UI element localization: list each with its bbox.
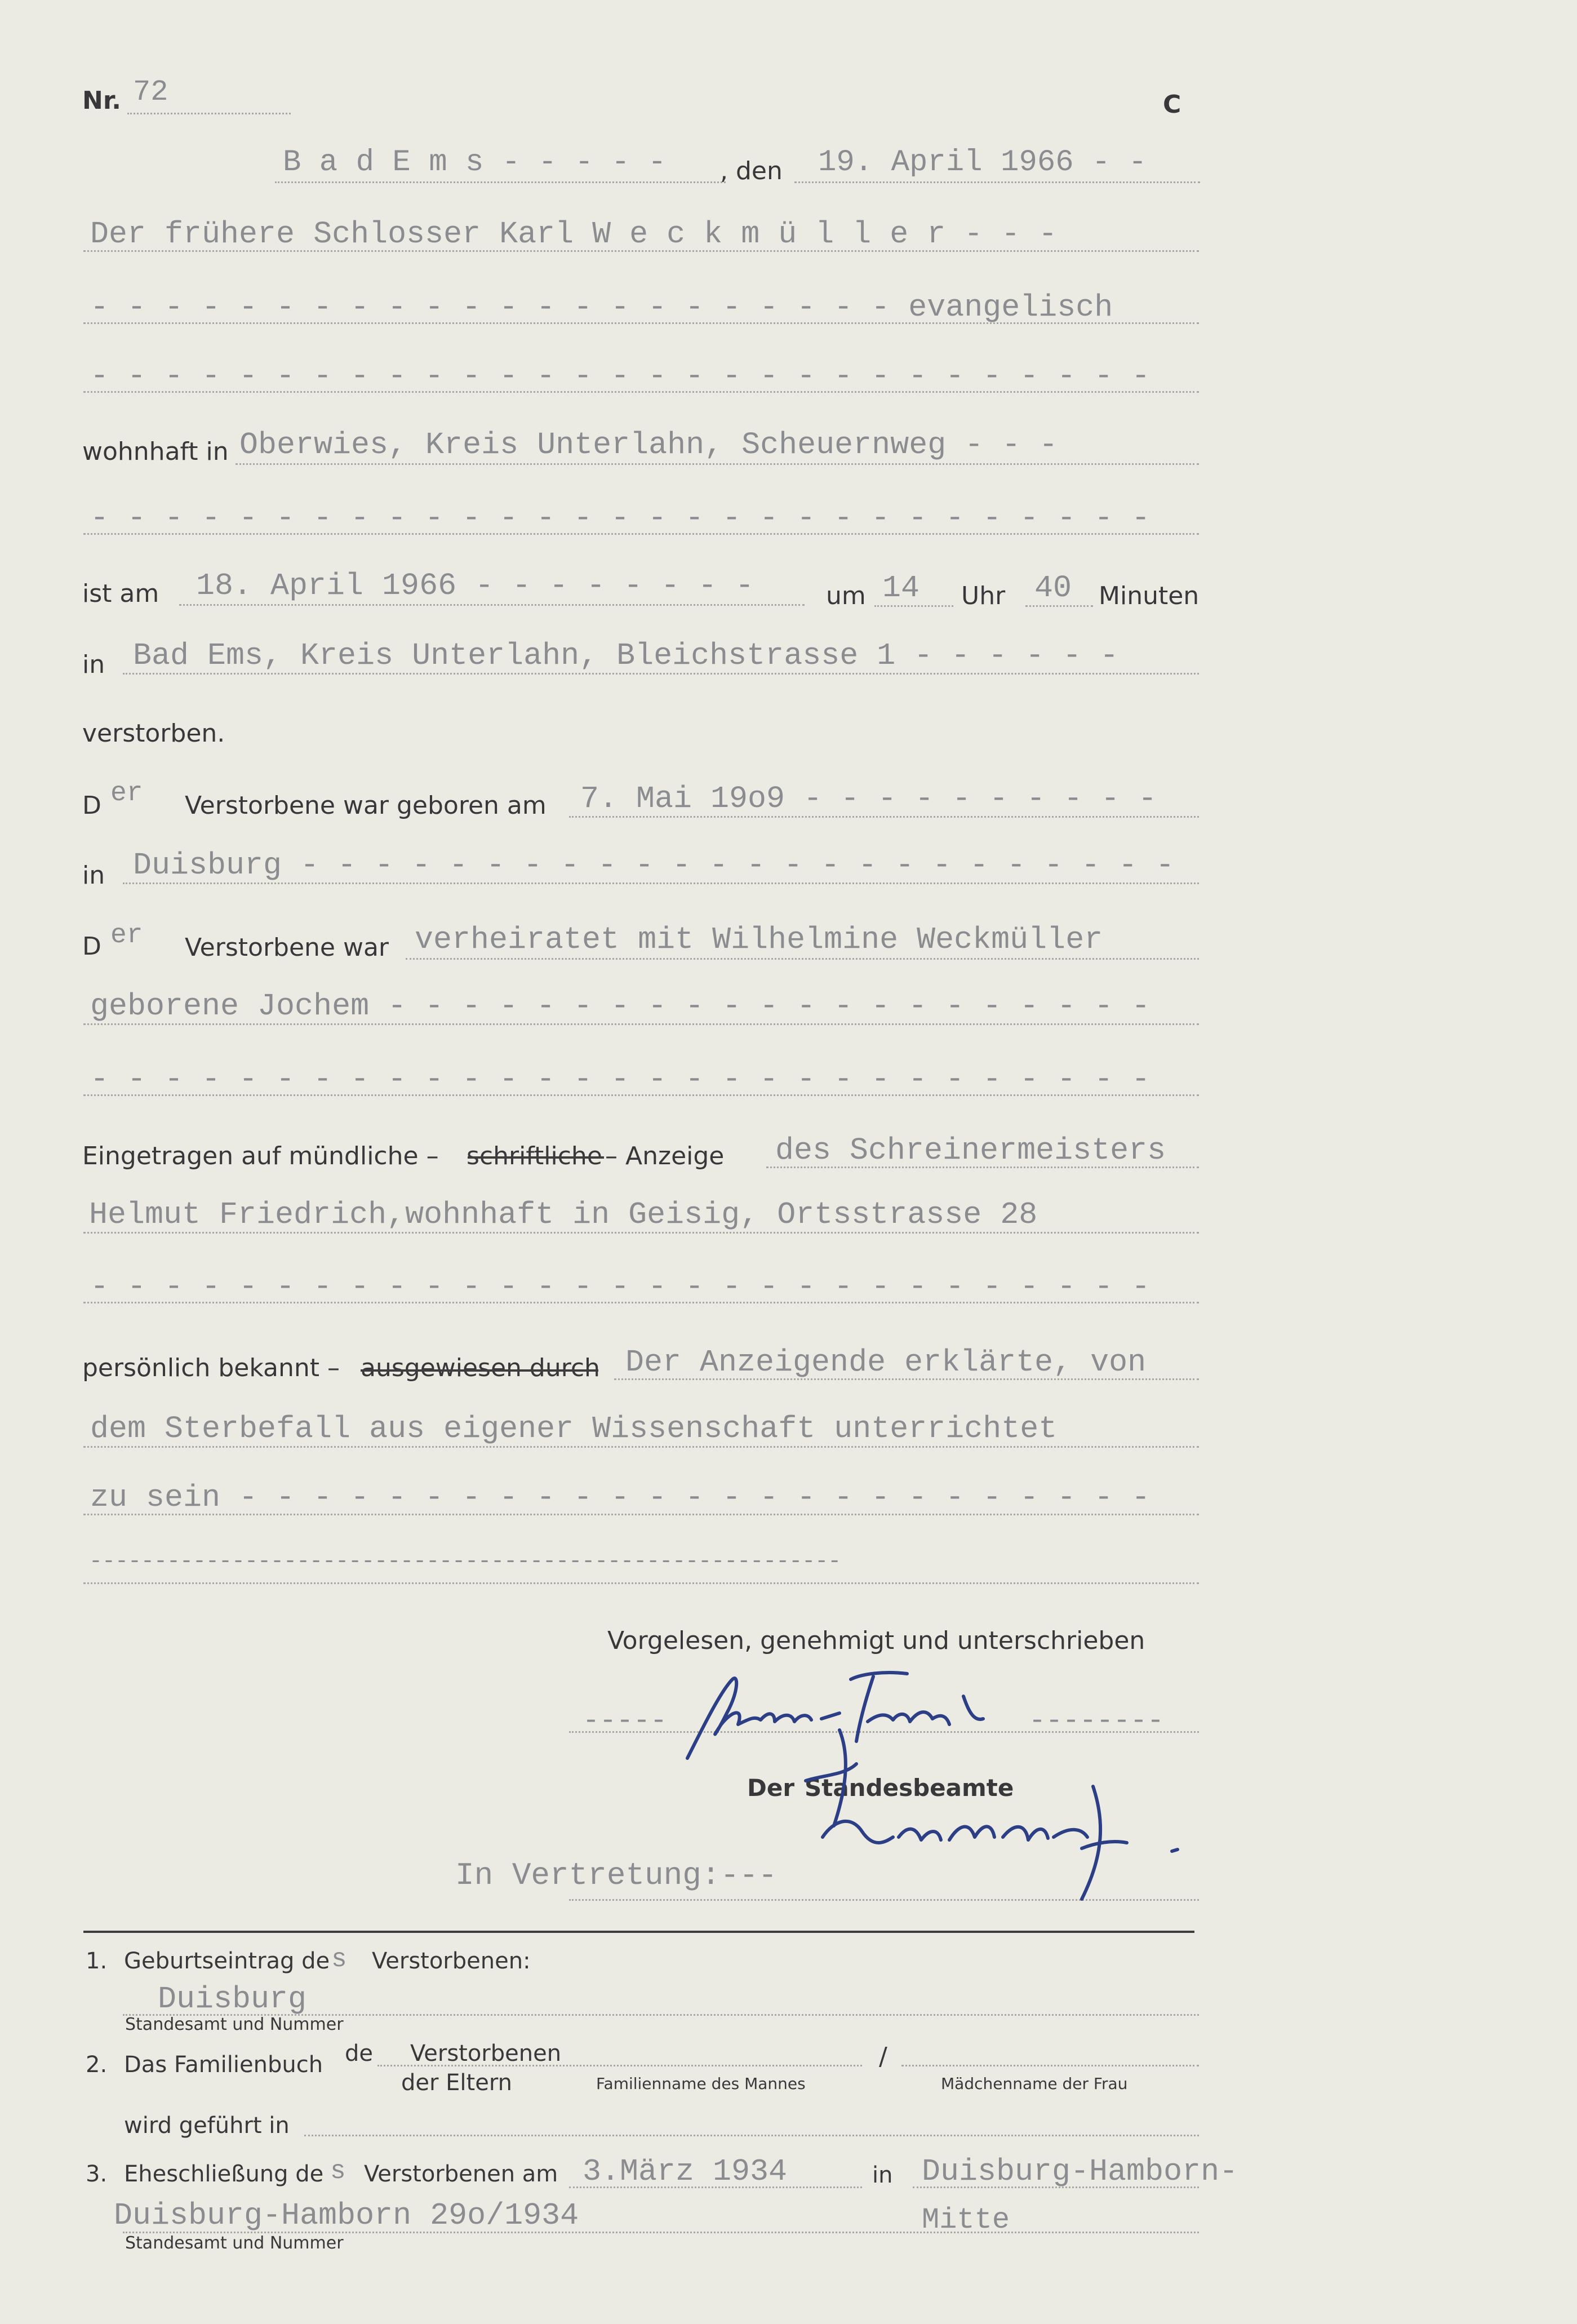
marriage-article: er [110, 920, 143, 951]
death-hour: 14 [882, 570, 920, 606]
report-label-suffix: – Anzeige [605, 1142, 725, 1170]
deputy-label: In Vertretung:--- [455, 1857, 778, 1893]
footer-item-1-label-a: Geburtseintrag de [124, 1948, 330, 1974]
footer-item-2-kept-label: wird geführt in [124, 2113, 290, 2139]
birth-article: er [110, 778, 143, 809]
identity-label-struck: ausgewiesen durch [361, 1354, 600, 1382]
ist-am-label: ist am [82, 579, 159, 608]
informant-line-2: Helmut Friedrich,wohnhaft in Geisig, Ortsstrasse 28 [89, 1197, 1038, 1232]
identity-line-2: dem Sterbefall aus eigener Wissenschaft unterrichtet [90, 1411, 1058, 1447]
registry-place: B a d E m s - - - - - [283, 145, 667, 180]
footer-item-1-number: 1. [86, 1948, 108, 1974]
death-date: 18. April 1966 - - - - - - - - [196, 568, 754, 604]
informant-line-3: - - - - - - - - - - - - - - - - - - - - - - - - - - - - - [90, 1269, 1150, 1305]
informant-line-1: des Schreinermeisters [775, 1133, 1166, 1168]
footer-item-3-fill: s [330, 2157, 346, 2186]
report-label-prefix: Eingetragen auf mündliche – [82, 1142, 439, 1170]
record-number-label: Nr. [82, 86, 121, 115]
footer-item-2-option-2: der Eltern [401, 2070, 512, 2096]
footer-item-3-caption: Standesamt und Nummer [125, 2233, 344, 2253]
birth-place: Duisburg - - - - - - - - - - - - - - - - - - - - - - - - [133, 848, 1175, 883]
identity-line-4: ---------------------------------------------------------- [89, 1549, 841, 1575]
official-title-struck: Standesbeamte [805, 1774, 1014, 1802]
registry-date: 19. April 1966 - - [818, 145, 1147, 180]
marital-status-line: verheiratet mit Wilhelmine Weckmüller [415, 922, 1103, 957]
death-in-label: in [82, 650, 105, 679]
verstorben-label: verstorben. [82, 719, 225, 748]
read-approved-text: Vorgelesen, genehmigt und unterschrieben [607, 1626, 1145, 1655]
footer-item-2-caption-wife: Mädchenname der Frau [941, 2074, 1128, 2093]
marriage-place-value: Duisburg-Hamborn- [922, 2154, 1238, 2189]
register-letter: C [1163, 90, 1181, 119]
report-label-struck: schriftliche [467, 1142, 602, 1170]
religion-line: - - - - - - - - - - - - - - - - - - - - - - evangelisch [90, 290, 1113, 325]
um-label: um [826, 582, 866, 610]
birth-in-label: in [82, 861, 105, 890]
birth-date: 7. Mai 19o9 - - - - - - - - - - [580, 781, 1157, 817]
footer-item-1-label-b: Verstorbenen: [372, 1948, 531, 1974]
footer-separator [83, 1931, 1194, 1933]
footer-item-2-label: Das Familienbuch [124, 2052, 323, 2078]
identity-label: persönlich bekannt – [82, 1354, 340, 1382]
footer-item-2-caption-husband: Familienname des Mannes [596, 2074, 806, 2093]
footer-item-1-caption: Standesamt und Nummer [125, 2015, 344, 2034]
spouse-maiden-line: geborene Jochem - - - - - - - - - - - - - - - - - - - - - [90, 988, 1150, 1024]
footer-item-2-slash: / [879, 2042, 887, 2071]
official-title-prefix: Der [747, 1774, 795, 1802]
footer-item-3-in-label: in [872, 2162, 893, 2188]
wohnhaft-label: wohnhaft in [82, 437, 229, 466]
birth-d-label: D [82, 791, 101, 820]
record-number-value: 72 [133, 76, 168, 109]
signature-dash-left: ----- [583, 1705, 668, 1737]
footer-item-3-number: 3. [86, 2161, 108, 2187]
footer-item-1-fill: s [331, 1945, 347, 1974]
marriage-d-label: D [82, 932, 101, 961]
death-place: Bad Ems, Kreis Unterlahn, Bleichstrasse 1 - - - - - - [133, 638, 1119, 673]
birth-registry-value: Duisburg [158, 1981, 307, 2017]
footer-item-3-label-b: Verstorbenen am [364, 2161, 558, 2187]
footer-item-2-option-1: de [345, 2041, 373, 2066]
identity-line-1: Der Anzeigende erklärte, von [625, 1345, 1147, 1380]
residence-value: Oberwies, Kreis Unterlahn, Scheuernweg - - - [239, 427, 1058, 463]
marriage-label: Verstorbene war [185, 933, 389, 962]
person-filler-line: - - - - - - - - - - - - - - - - - - - - - - - - - - - - - [90, 358, 1150, 394]
minuten-label: Minuten [1099, 582, 1200, 610]
identity-line-3: zu sein - - - - - - - - - - - - - - - - - - - - - - - - - [90, 1480, 1150, 1515]
deputy-registrar-signature-icon [789, 1719, 1217, 1910]
den-label: , den [720, 157, 783, 185]
residence-line-2: - - - - - - - - - - - - - - - - - - - - - - - - - - - - - [90, 500, 1150, 536]
marriage-registry-value: Duisburg-Hamborn 29o/1934 [114, 2198, 579, 2233]
marriage-date-value: 3.März 1934 [583, 2154, 788, 2189]
death-minute: 40 [1034, 570, 1072, 606]
footer-item-2-option-1b: Verstorbenen [410, 2041, 562, 2066]
footer-item-3-label-a: Eheschließung de [124, 2161, 324, 2187]
birth-label: Verstorbene war geboren am [185, 791, 547, 820]
marriage-place-line-2: Mitte [922, 2203, 1010, 2237]
uhr-label: Uhr [961, 582, 1006, 610]
footer-item-2-number: 2. [86, 2052, 108, 2078]
deceased-name-line: Der frühere Schlosser Karl W e c k m ü l l e r - - - [90, 216, 1058, 252]
signature-dash-right: -------- [1029, 1705, 1165, 1737]
marriage-filler-line: - - - - - - - - - - - - - - - - - - - - - - - - - - - - - [90, 1062, 1150, 1097]
